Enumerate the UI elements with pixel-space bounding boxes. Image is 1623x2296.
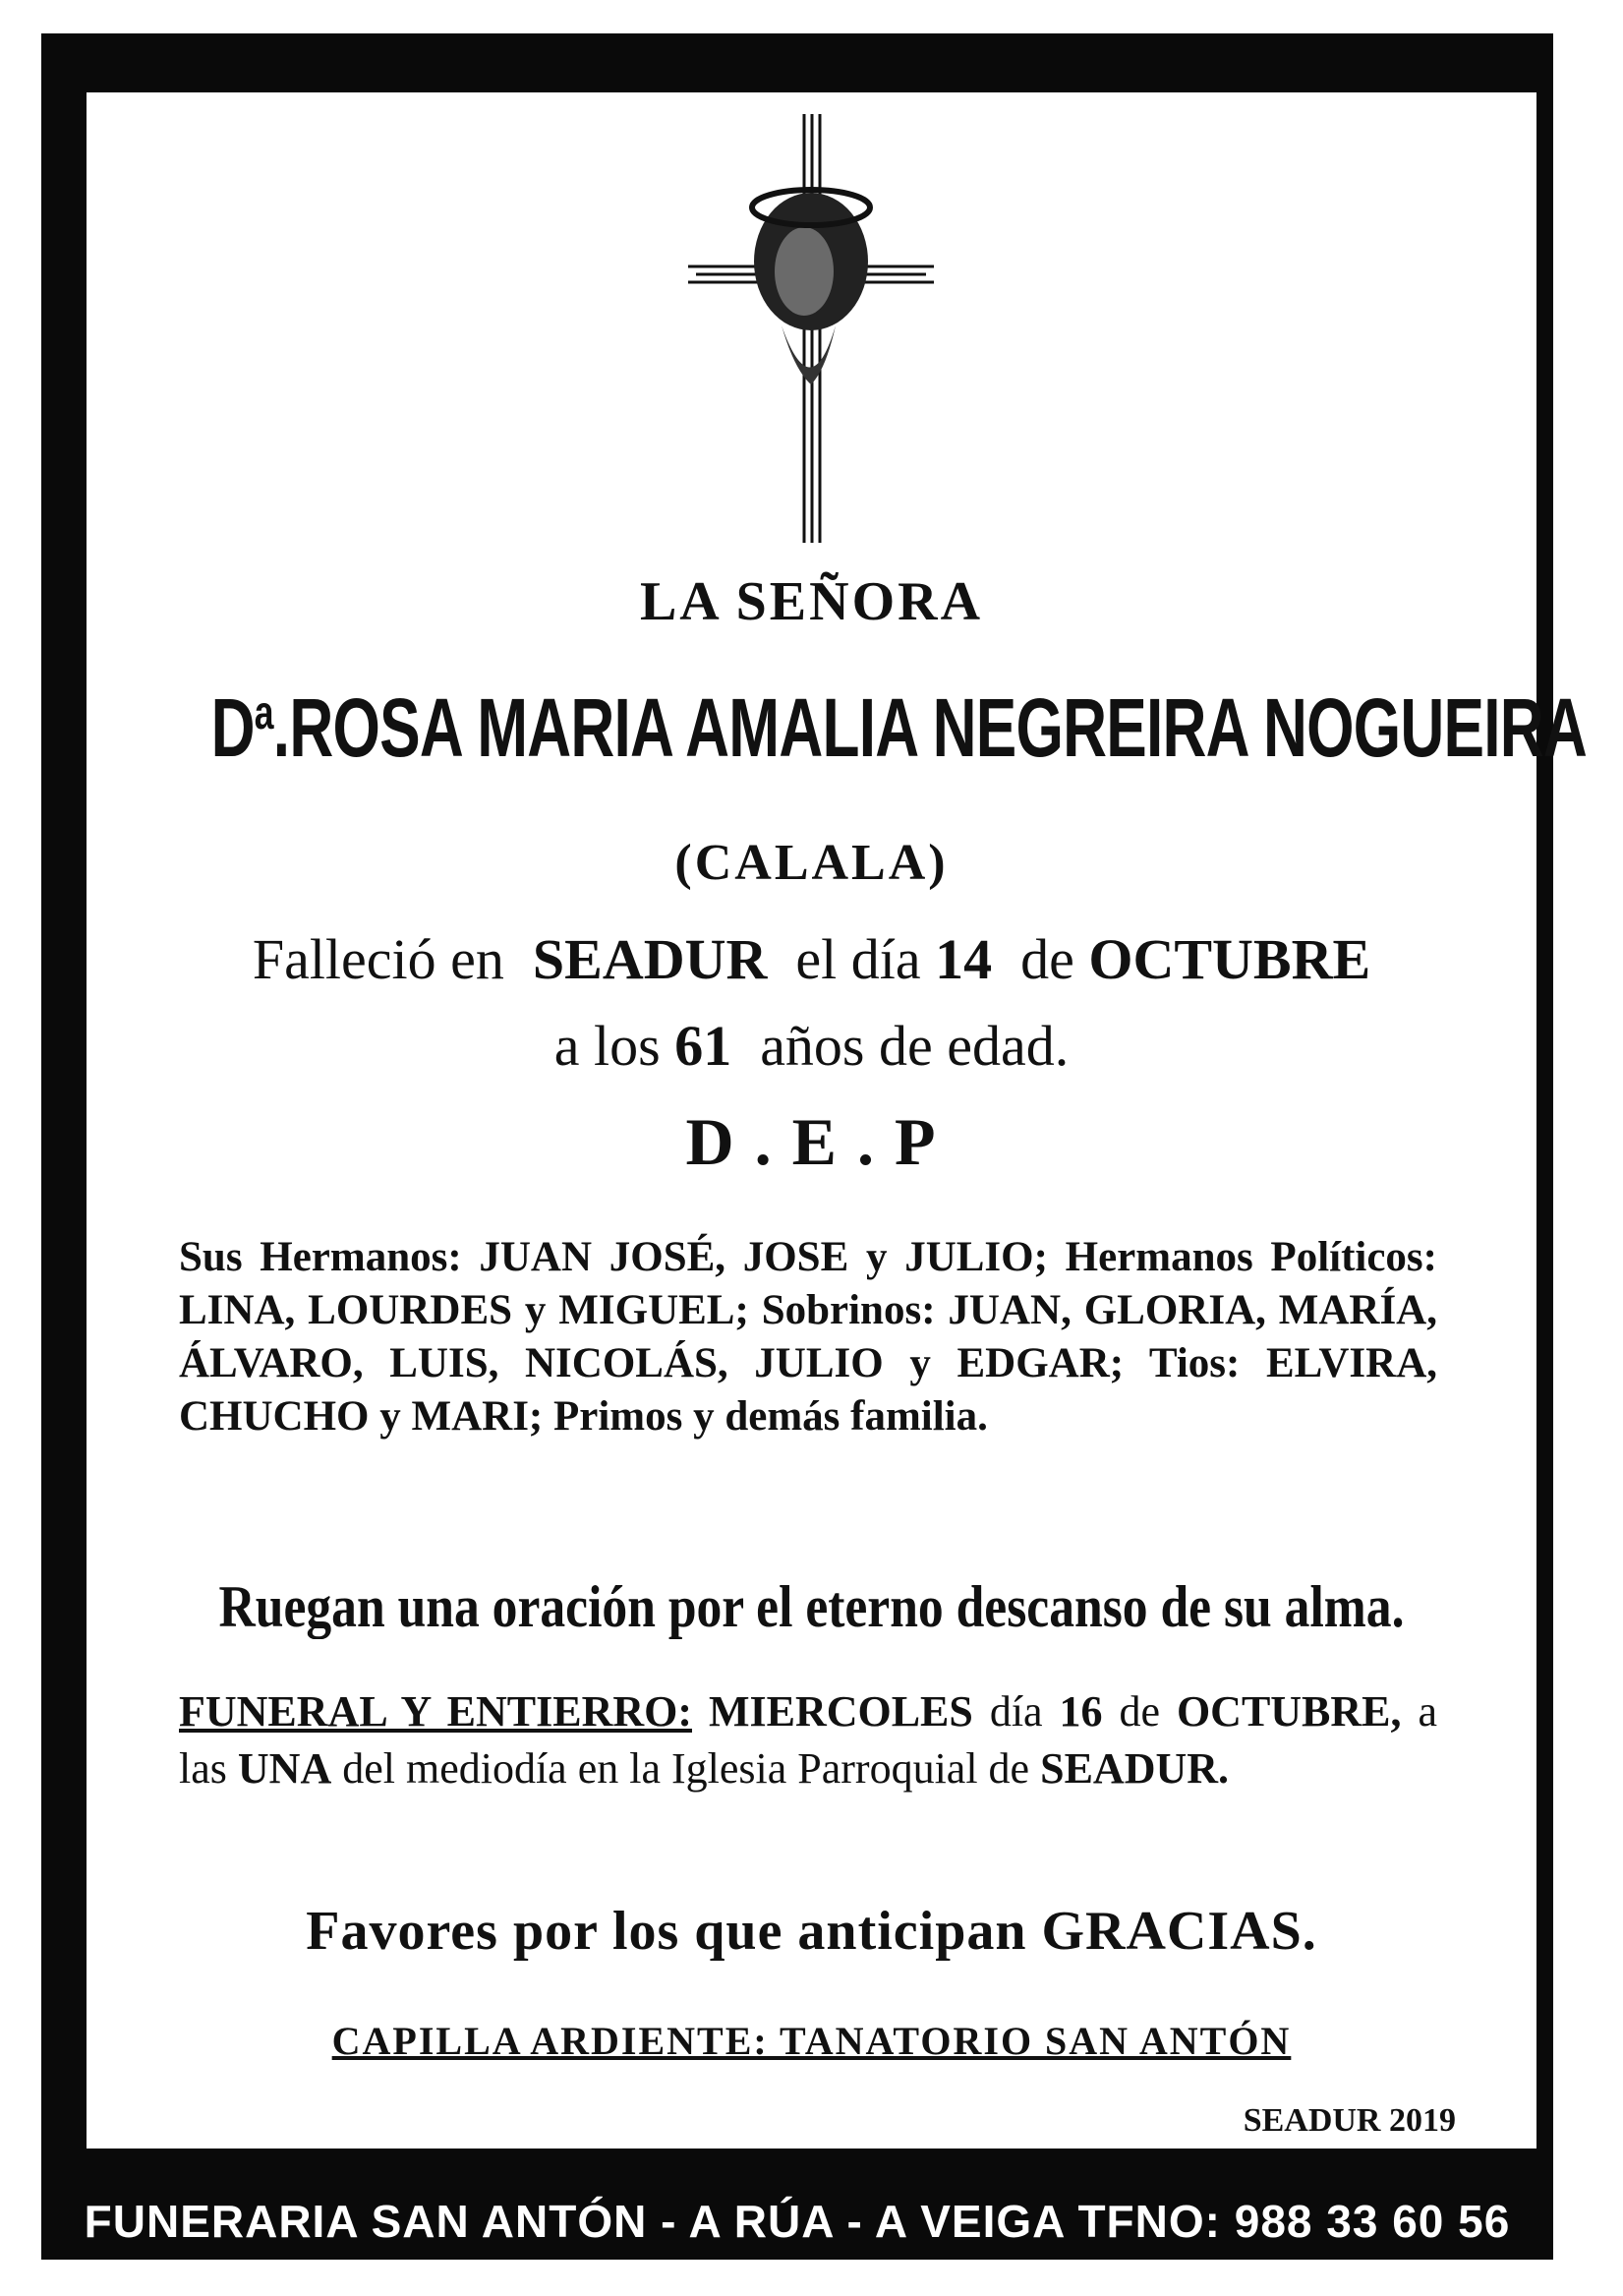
funeral-text-2: de [1119, 1687, 1160, 1736]
age-value: 61 [674, 1014, 732, 1078]
funeral-day: 16 [1059, 1687, 1103, 1736]
name-superscript: a [254, 687, 273, 739]
death-text-2: el día [795, 927, 921, 991]
dep-line: D . E . P [685, 1104, 938, 1179]
funeral-text-3: a las [179, 1687, 1437, 1793]
chapel-line: CAPILLA ARDIENTE: TANATORIO SAN ANTÓN [331, 2019, 1292, 2063]
death-text-1: Falleció en [252, 927, 504, 991]
funeral-text-4: del mediodía en la Iglesia Parroquial de [342, 1744, 1030, 1793]
alias: (CALALA) [674, 835, 949, 891]
funeral-label: FUNERAL Y ENTIERRO: [179, 1687, 692, 1736]
death-place: SEADUR [532, 927, 768, 991]
death-day: 14 [935, 927, 993, 991]
funeral-month: OCTUBRE, [1176, 1687, 1402, 1736]
age-text-2: años de edad. [760, 1014, 1070, 1078]
name-prefix: D [210, 681, 255, 774]
funeral-weekday: MIERCOLES [708, 1687, 973, 1736]
funeral-text-1: día [989, 1687, 1043, 1736]
age-text-1: a los [553, 1014, 661, 1078]
crucifix-icon [688, 114, 934, 543]
funeral-hour: UNA [237, 1744, 332, 1793]
name-main: .ROSA MARIA AMALIA NEGREIRA NOGUEIRA [272, 681, 1588, 774]
funeral-home-footer: FUNERARIA SAN ANTÓN - A RÚA - A VEIGA TFNO: 988 33 60 56 [84, 2196, 1511, 2247]
age-line [0, 1013, 1623, 1079]
place-year: SEADUR 2019 [1243, 2102, 1456, 2139]
funeral-place: SEADUR. [1040, 1744, 1230, 1793]
thanks-line: Favores por los que anticipan GRACIAS. [306, 1901, 1317, 1962]
deceased-name [210, 680, 1588, 776]
funeral-paragraph [179, 1683, 1437, 1797]
family-paragraph: Sus Hermanos: JUAN JOSÉ, JOSE y JULIO; Hermanos Políticos: LINA, LOURDES y MIGUEL; Sobrinos: JUAN, GLORIA, MARÍA, ÁLVARO, LUIS, NICOLÁS, JULIO y EDGAR; Tios: ELVIRA, CHUCHO y MARI; Primos y demás familia. [179, 1234, 1437, 1440]
death-line [0, 926, 1623, 992]
death-text-3: de [1020, 927, 1074, 991]
title-la-senora: LA SEÑORA [639, 571, 984, 632]
prayer-line: Ruegan una oración por el eterno descanso de su alma. [218, 1574, 1405, 1639]
death-month: OCTUBRE [1088, 927, 1371, 991]
